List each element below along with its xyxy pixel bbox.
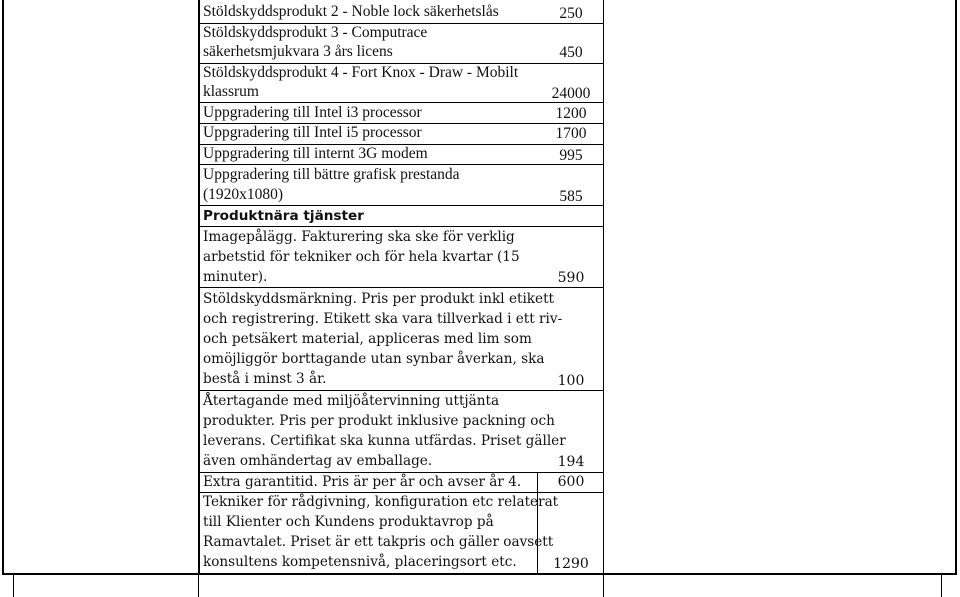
product-description: (1920x1080) <box>203 186 284 203</box>
product-price: 24000 <box>551 85 591 102</box>
service-description: konsultens kompetensnivå, placeringsort etc. <box>203 554 517 570</box>
service-description: Återtagande med miljöåtervinning uttjänta <box>203 393 500 409</box>
product-price: 585 <box>559 188 583 205</box>
product-description: Uppgradering till bättre grafisk prestanda <box>203 166 460 183</box>
service-description: omöjliggör borttagande utan synbar åverkan, ska <box>203 351 545 367</box>
product-description: Stöldskyddsprodukt 3 - Computrace <box>203 24 428 41</box>
product-description: Stöldskyddsprodukt 2 - Noble lock säkerhetslås <box>203 3 499 20</box>
section-heading: Produktnära tjänster <box>203 208 364 224</box>
outer-left-border <box>2 0 4 575</box>
service-description: Extra garantitid. Pris är per år och avser år 4. <box>203 474 522 490</box>
service-description: minuter). <box>203 269 268 285</box>
service-description: och petsäkert material, appliceras med lim som <box>203 331 532 347</box>
service-description: leverans. Certifikat ska kunna utfärdas. Priset gäller <box>203 433 566 449</box>
product-description: säkerhetsmjukvara 3 års licens <box>203 43 393 60</box>
product-description: Uppgradering till Intel i5 processor <box>203 124 422 141</box>
bottom-border <box>2 573 957 575</box>
product-price: 995 <box>559 147 583 164</box>
outer-right-border <box>955 0 957 575</box>
lower-tick-2 <box>198 575 199 597</box>
product-price: 1200 <box>555 105 587 122</box>
service-description: till Klienter och Kundens produktavrop på <box>203 514 494 530</box>
product-price: 450 <box>559 44 583 61</box>
lower-tick-3 <box>941 575 942 597</box>
service-description: Stöldskyddsmärkning. Pris per produkt inkl etikett <box>203 291 555 307</box>
product-price: 250 <box>559 5 583 22</box>
service-description: Tekniker för rådgivning, konfiguration etc relaterat <box>203 494 559 510</box>
service-price: 1290 <box>553 556 589 572</box>
service-description: arbetstid för tekniker och för hela kvartar (15 <box>203 249 520 265</box>
service-price: 590 <box>557 270 585 286</box>
column-divider <box>603 0 604 597</box>
product-price: 1700 <box>555 125 587 142</box>
service-price: 100 <box>557 373 585 389</box>
product-description: Stöldskyddsprodukt 4 - Fort Knox - Draw - Mobilt <box>203 64 519 81</box>
lower-tick-1 <box>13 575 14 597</box>
product-description: Uppgradering till Intel i3 processor <box>203 104 422 121</box>
service-price: 194 <box>557 454 585 470</box>
service-description: och registrering. Etikett ska vara tillverkad i ett riv- <box>203 311 563 327</box>
product-description: Uppgradering till internt 3G modem <box>203 145 428 162</box>
service-description: Ramavtalet. Priset är ett takpris och gäller oavsett <box>203 534 554 550</box>
service-description: Imagepålägg. Fakturering ska ske för verklig <box>203 229 515 245</box>
service-description: även omhändertag av emballage. <box>203 453 433 469</box>
service-description: bestå i minst 3 år. <box>203 371 327 387</box>
product-description: klassrum <box>203 83 259 100</box>
service-description: produkter. Pris per produkt inklusive packning och <box>203 413 555 429</box>
service-price: 600 <box>557 474 585 490</box>
